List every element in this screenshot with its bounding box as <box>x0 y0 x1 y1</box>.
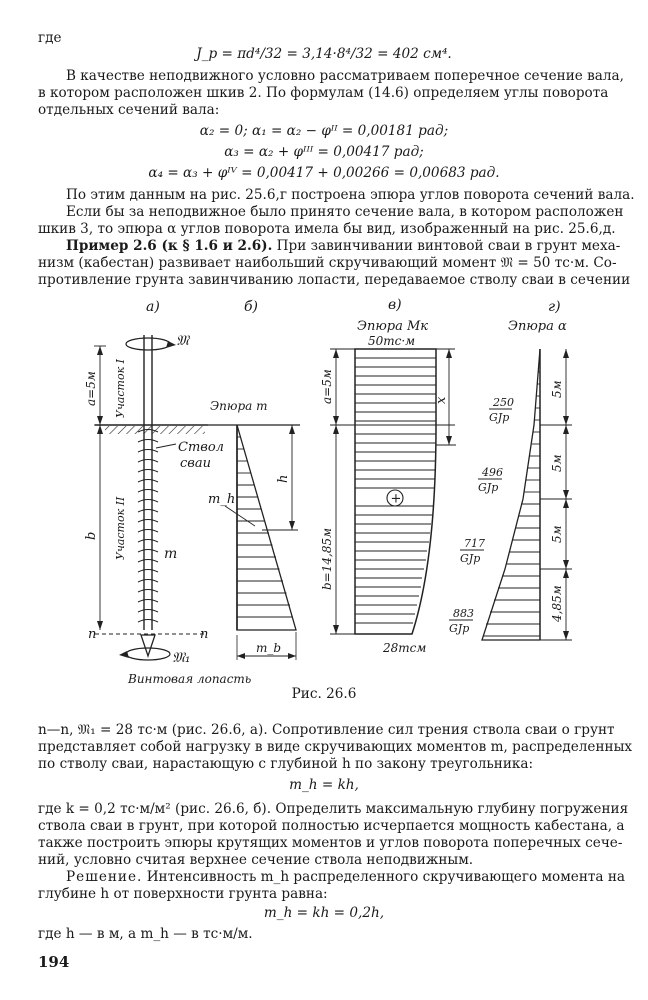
solution-line2: глубине h от поверхности грунта равна: <box>38 886 328 902</box>
x-label: x <box>434 396 449 404</box>
alpha-val-2-num: 496 <box>482 466 503 479</box>
example-line2: низм (кабестан) развивает наибольший скручивающий момент 𝔐 = 50 тс·м. Со- <box>38 255 617 271</box>
stem-label-2: сваи <box>180 456 211 471</box>
alpha-val-4-den: GJp <box>449 622 470 635</box>
mk-bottom-value: 28тсм <box>383 641 427 655</box>
para4-line1: где k = 0,2 тс·м/м² (рис. 26.6, б). Определить максимальную глубину погружения <box>38 801 629 817</box>
pile-tip <box>141 635 155 656</box>
sub-label-a: а) <box>146 299 160 315</box>
dim-b-label: b <box>84 531 99 540</box>
section-n-right: n <box>200 627 209 642</box>
page-number: 194 <box>38 953 70 971</box>
mk-dim-a: a=5м <box>320 369 334 404</box>
solution-text: Интенсивность m_h распределенного скручивающего момента на <box>146 869 625 885</box>
sub-label-b: б) <box>244 299 259 315</box>
para4-line2: ствола сваи в грунт, при которой полностью исчерпается мощность кабестана, а <box>38 818 625 834</box>
mb-label: m_b <box>256 641 282 655</box>
h-label: h <box>276 474 291 483</box>
formula-jp: J_p = πd⁴/32 = 3,14·8⁴/32 = 402 см⁴. <box>196 46 452 62</box>
pile-diagram <box>84 333 251 686</box>
para4-line3: также построить эпюры крутящих моментов и углов поворота поперечных сече- <box>38 835 623 851</box>
epure-alpha-title: Эпюра α <box>508 319 567 334</box>
epure-m-diagram <box>208 399 300 660</box>
para4-line4: ний, условно считая верхнее сечение ствола неподвижным. <box>38 852 474 868</box>
pile-threads <box>138 425 158 630</box>
section-2-label: Участок II <box>114 496 127 560</box>
m-label: m <box>164 546 178 562</box>
alpha-outline <box>482 349 540 640</box>
alpha-dim-4: 4,85м <box>550 585 564 622</box>
alpha-dim-3: 5м <box>550 525 564 543</box>
para2-line3: шкив 3, то эпюра α углов поворота имела бы вид, изображенный на рис. 25.6,д. <box>38 221 616 237</box>
equation-2: α₃ = α₂ + φᴵᴵᴵ = 0,00417 рад; <box>224 144 424 160</box>
equation-1: α₂ = 0; α₁ = α₂ − φᴵᴵ = 0,00181 рад; <box>199 123 449 139</box>
stem-label-1: Ствол <box>178 440 224 455</box>
alpha-val-4-num: 883 <box>453 607 474 620</box>
alpha-val-2-den: GJp <box>478 481 499 494</box>
soil-hatch <box>105 426 205 434</box>
moment-bottom-label: 𝔐₁ <box>172 650 191 666</box>
alpha-val-3-den: GJp <box>460 552 481 565</box>
alpha-val-1-num: 250 <box>493 396 514 409</box>
para1-line3: отдельных сечений вала: <box>38 102 220 118</box>
section-n-left: n <box>88 627 97 642</box>
section-1-label: Участок I <box>114 359 127 418</box>
equation-3: α₄ = α₃ + φᴵⱽ = 0,00417 + 0,00266 = 0,00683 рад. <box>148 165 500 181</box>
para1-line2: в котором расположен шкив 2. По формулам (14.6) определяем углы поворота <box>38 85 609 101</box>
epure-alpha-diagram <box>449 319 572 640</box>
example-line3: противление грунта завинчиванию лопасти, передаваемое стволу сваи в сечении <box>38 272 631 288</box>
equation-final: m_h = kh = 0,2h, <box>263 905 385 921</box>
alpha-val-1-den: GJp <box>489 411 510 424</box>
moment-top-label: 𝔐 <box>176 333 189 349</box>
mk-dim-b: b=14,85м <box>320 527 334 590</box>
bottom-line3: по стволу сваи, нарастающую с глубиной h по закону треугольника: <box>38 756 534 772</box>
alpha-val-3-num: 717 <box>464 537 485 550</box>
para2-line2: Если бы за неподвижное было принято сечение вала, в котором расположен <box>66 204 624 220</box>
para1-line1: В качестве неподвижного условно рассматриваем поперечное сечение вала, <box>66 68 624 84</box>
last-line: где h — в м, а m_h — в тс·м/м. <box>38 926 253 942</box>
sub-label-v: в) <box>388 297 402 313</box>
plus-sign: + <box>390 491 402 507</box>
where-word: где <box>38 30 62 46</box>
equation-mh: m_h = kh, <box>289 777 359 793</box>
example-heading: Пример 2.6 (к § 1.6 и 2.6). <box>66 238 273 254</box>
bottom-line2: представляет собой нагрузку в виде скручивающих моментов m, распределенных <box>38 739 633 755</box>
alpha-dim-2: 5м <box>550 454 564 472</box>
example-text: При завинчивании винтовой сваи в грунт меха- <box>276 238 621 254</box>
bottom-line1: n—n, 𝔐₁ = 28 тс·м (рис. 26.6, а). Сопротивление сил трения ствола сваи о грунт <box>38 722 615 738</box>
alpha-dim-1: 5м <box>550 380 564 398</box>
epure-m-title: Эпюра m <box>210 399 268 413</box>
solution-line1 <box>66 869 625 886</box>
dim-a-label: a=5м <box>84 371 98 406</box>
figure-caption: Рис. 26.6 <box>291 686 357 702</box>
moment-arrow-top <box>126 338 170 350</box>
moment-arrow-top-head <box>166 341 176 348</box>
epure-mk-title: Эпюра Mк <box>357 319 429 334</box>
solution-heading: Решение. <box>66 869 143 885</box>
epure-mk-diagram <box>320 319 456 655</box>
mh-label: m_h <box>208 492 236 507</box>
mk-top-value: 50тс·м <box>368 334 416 348</box>
para2-line1: По этим данным на рис. 25.6,г построена эпюра углов поворота сечений вала. <box>66 187 635 203</box>
blade-label: Винтовая лопасть <box>128 672 252 686</box>
sub-label-g: г) <box>548 299 561 315</box>
